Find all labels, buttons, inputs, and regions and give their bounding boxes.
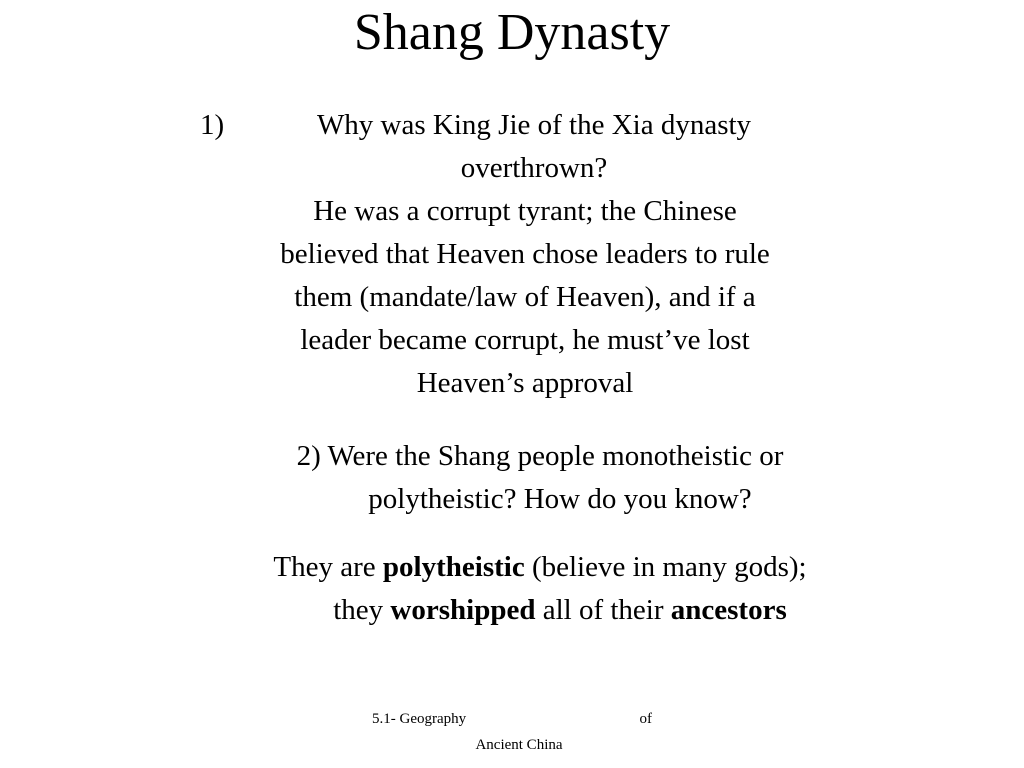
answer-1-line-5: Heaven’s approval: [416, 367, 634, 399]
footer-line-2: Ancient China: [475, 737, 563, 753]
answer-2-bold-term: polytheistic: [382, 551, 525, 583]
footer-part-2: of: [639, 711, 652, 727]
question-2-line-2: polytheistic? How do you know?: [368, 483, 752, 515]
answer-2-text: (believe in many gods);: [524, 551, 807, 583]
question-1-number: 1): [200, 109, 225, 141]
question-1-line-1: Why was King Jie of the Xia dynasty: [316, 109, 752, 141]
answer-2-text: They are: [273, 551, 383, 583]
answer-1-line-1: He was a corrupt tyrant; the Chinese: [313, 195, 737, 227]
slide-title: Shang Dynasty: [353, 4, 671, 61]
question-2: [220, 435, 860, 521]
answer-1-line-3: them (mandate/law of Heaven), and if a: [294, 281, 756, 313]
question-1-line-2: overthrown?: [460, 152, 608, 184]
answer-2-line-2: [180, 589, 900, 632]
answer-2-bold-term: worshipped: [390, 594, 536, 626]
answer-2-line-1: [180, 546, 900, 589]
answer-2-text: all of their: [535, 594, 671, 626]
answer-1-line-2: believed that Heaven chose leaders to rule: [280, 238, 770, 270]
answer-2-bold-term: ancestors: [670, 594, 787, 626]
answer-1: [200, 190, 850, 405]
answer-2: [180, 546, 900, 632]
footer-part-1: 5.1- Geography: [372, 711, 467, 727]
question-2-line-1: 2) Were the Shang people monotheistic or: [296, 440, 784, 472]
slide-footer: [372, 706, 662, 758]
question-1: [200, 104, 860, 405]
answer-2-text: they: [333, 594, 391, 626]
question-1-text: [254, 104, 814, 190]
footer-line-1: [372, 706, 662, 732]
answer-1-line-4: leader became corrupt, he must’ve lost: [300, 324, 750, 356]
